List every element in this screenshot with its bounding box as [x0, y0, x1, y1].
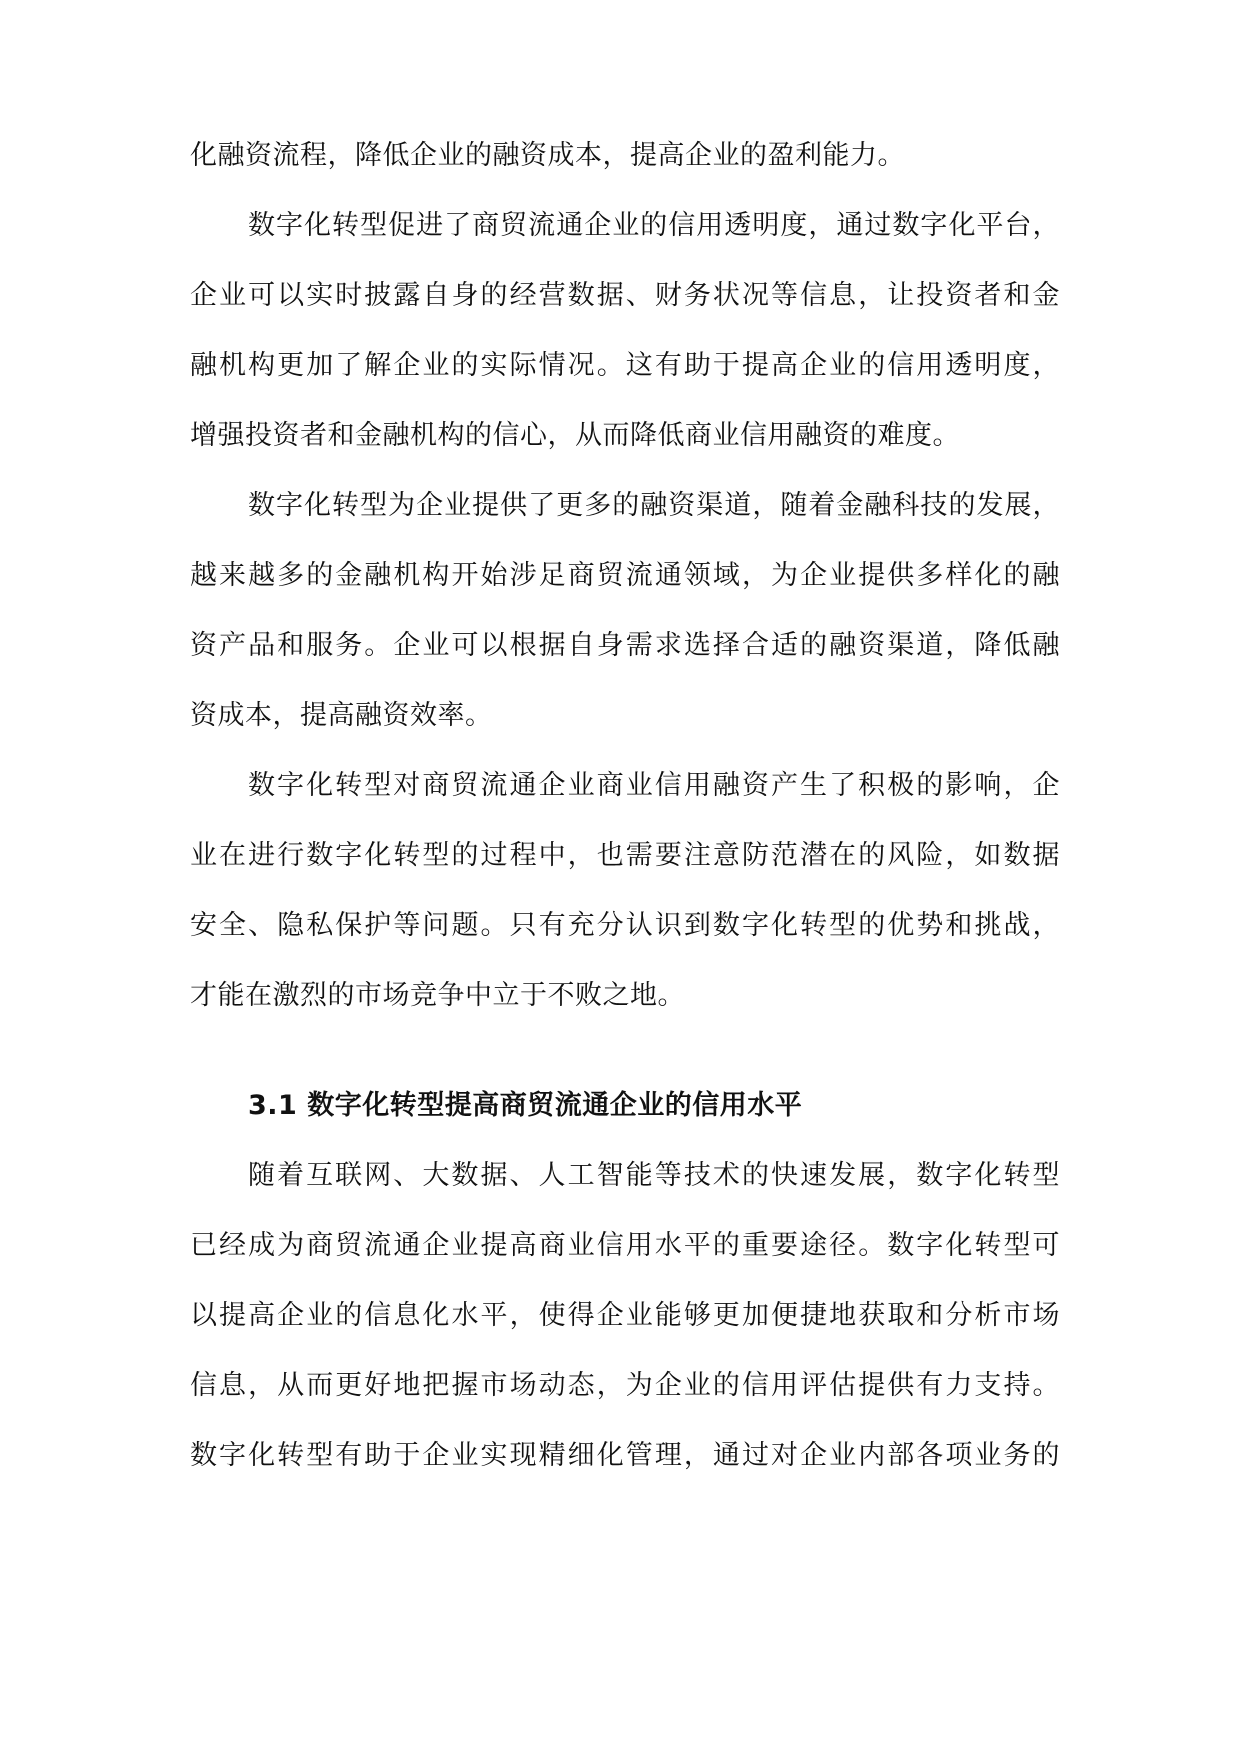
paragraph-line: 数字化转型促进了商贸流通企业的信用透明度，通过数字化平台，	[248, 210, 1060, 241]
paragraph-line: 增强投资者和金融机构的信心，从而降低商业信用融资的难度。	[190, 420, 960, 451]
paragraph-line: 数字化转型对商贸流通企业商业信用融资产生了积极的影响，企	[248, 770, 1060, 801]
paragraph-line: 融机构更加了解企业的实际情况。这有助于提高企业的信用透明度，	[190, 350, 1060, 381]
paragraph-line: 数字化转型为企业提供了更多的融资渠道，随着金融科技的发展，	[248, 490, 1060, 521]
paragraph-line: 以提高企业的信息化水平，使得企业能够更加便捷地获取和分析市场	[190, 1300, 1060, 1331]
section-heading: 3.1 数字化转型提高商贸流通企业的信用水平	[248, 1090, 803, 1121]
paragraph-line: 已经成为商贸流通企业提高商业信用水平的重要途径。数字化转型可	[190, 1230, 1060, 1261]
paragraph-line: 资产品和服务。企业可以根据自身需求选择合适的融资渠道，降低融	[190, 630, 1060, 661]
paragraph-line: 随着互联网、大数据、人工智能等技术的快速发展，数字化转型	[248, 1160, 1060, 1191]
paragraph-line: 业在进行数字化转型的过程中，也需要注意防范潜在的风险，如数据	[190, 840, 1060, 871]
paragraph-line: 资成本，提高融资效率。	[190, 700, 493, 731]
paragraph-line: 企业可以实时披露自身的经营数据、财务状况等信息，让投资者和金	[190, 280, 1060, 311]
paragraph-line: 信息，从而更好地把握市场动态，为企业的信用评估提供有力支持。	[190, 1370, 1060, 1401]
paragraph-line: 化融资流程，降低企业的融资成本，提高企业的盈利能力。	[190, 140, 905, 171]
paragraph-line: 数字化转型有助于企业实现精细化管理，通过对企业内部各项业务的	[190, 1440, 1060, 1471]
paragraph-line: 越来越多的金融机构开始涉足商贸流通领域，为企业提供多样化的融	[190, 560, 1060, 591]
paragraph-line: 安全、隐私保护等问题。只有充分认识到数字化转型的优势和挑战，	[190, 910, 1060, 941]
paragraph-line: 才能在激烈的市场竞争中立于不败之地。	[190, 980, 685, 1011]
